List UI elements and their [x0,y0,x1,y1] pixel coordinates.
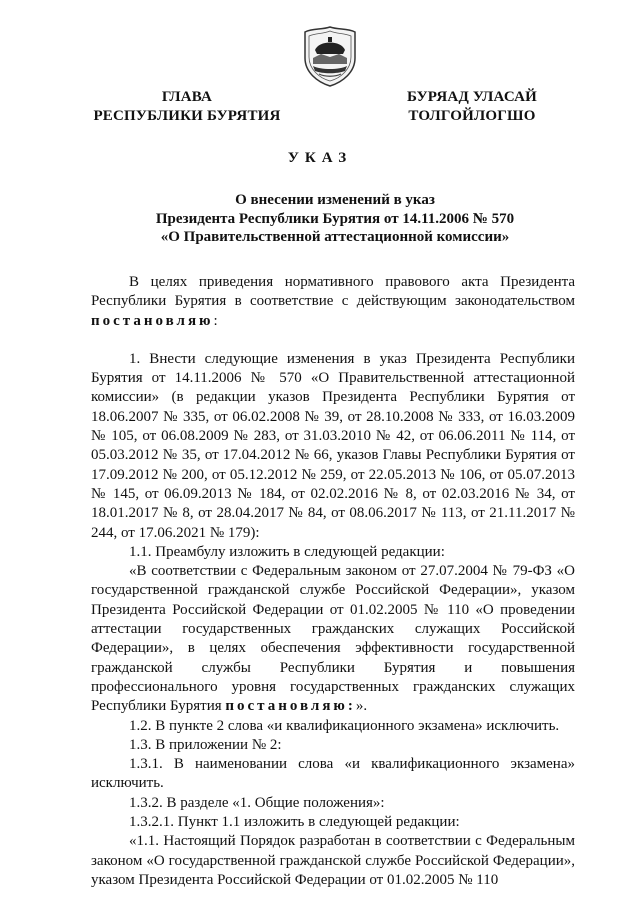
quote-preamble [91,562,575,716]
header-left-line2: РЕСПУБЛИКИ БУРЯТИЯ [93,108,281,124]
header-right-line2: ТОЛГОЙЛОГШО [408,108,536,124]
quote-preamble-emphasis: постановляю: [225,698,356,715]
document-type: УКАЗ [287,150,353,166]
header-right [372,88,572,126]
header-left-line1: ГЛАВА [161,89,213,105]
title-line3: «О Правительственной аттестационной комиссии» [160,229,510,245]
paragraph-1-1: 1.1. Преамбулу изложить в следующей редакции: [129,543,445,560]
paragraph-1: 1. Внести следующие изменения в указ Президента Республики Бурятия от 14.11.2006 № 570 «О Правительственной аттестационной комиссии» (в редакции указов Президента Республики Бурятия от 18.06.2007 № 335, от 06.02.2008 № 39, от 28.10.2008 № 333, от 16.03.2009 № 105, от 06.08.2009 № 283, от 31.03.2010 № 42, от 06.06.2011 № 114, от 05.03.2012 № 35, от 17.04.2012 № 66, указов Главы Республики Бурятия от 17.09.2012 № 200, от 05.12.2012 № 259, от 22.05.2013 № 106, от 05.07.2013 № 145, от 06.09.2013 № 184, от 02.02.2016 № 8, от 02.03.2016 № 34, от 18.01.2017 № 8, от 28.04.2017 № 84, от 08.06.2017 № 113, от 21.11.2017 № 244, от 17.06.2021 № 179): [91,350,575,541]
paragraph-1-3-1: 1.3.1. В наименовании слова «и квалификационного экзамена» исключить. [91,756,575,792]
document-title [80,191,590,247]
paragraph-1-3-2-1: 1.3.2.1. Пункт 1.1 изложить в следующей редакции: [129,814,460,831]
quote-preamble-text: «В соответствии с Федеральным законом от 27.07.2004 № 79-ФЗ «О государственной гражданской службе Российской Федерации», указом Президента Российской Федерации от 01.02.2005 № 110 «О проведении аттестации государственных гражданских служащих Российской Федерации», в целях обеспечения эффективности государственной гражданской службы Республики Бурятия и повышения профессионального уровня государственных гражданских служащих Республики Бурятия [91,563,575,715]
preamble-tail: : [213,312,218,329]
quote-paragraph-1-1: «1.1. Настоящий Порядок разработан в соответствии с Федеральным законом «О государственной гражданской службе Российской Федерации», указом Президента Российской Федерации от 01.02.2005 № 110 [91,833,575,888]
paragraph-1-2: 1.2. В пункте 2 слова «и квалификационного экзамена» исключить. [129,717,560,734]
paragraph-1-3: 1.3. В приложении № 2: [129,736,282,753]
coat-of-arms-emblem [299,24,361,88]
preamble-paragraph [91,273,575,331]
header-right-line1: БУРЯАД УЛАСАЙ [406,89,538,105]
title-line1: О внесении изменений в указ [235,192,435,208]
header-left [82,88,292,126]
preamble-emphasis: постановляю [91,312,214,329]
quote-preamble-tail: ». [355,698,368,715]
title-line2: Президента Республики Бурятия от 14.11.2006 № 570 [155,210,515,227]
preamble-text: В целях приведения нормативного правового акта Президента Республики Бурятия в соответствие с действующим законодательством [91,274,575,310]
paragraph-1-3-2: 1.3.2. В разделе «1. Общие положения»: [129,794,385,811]
document-body [91,273,575,890]
